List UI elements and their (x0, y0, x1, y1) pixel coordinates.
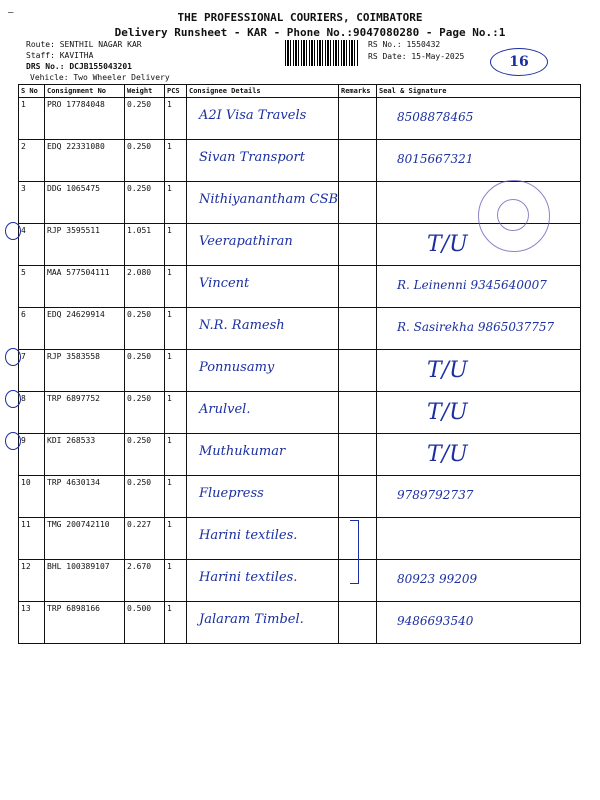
weight-cell (125, 224, 165, 266)
remarks-cell (339, 182, 377, 224)
consignee-cell (187, 224, 339, 266)
signature-cell (377, 392, 581, 434)
weight-cell-text: 0.250 (127, 100, 152, 109)
remarks-cell (339, 350, 377, 392)
table-row (19, 350, 581, 392)
consignment-cell-text: TRP 6897752 (47, 394, 100, 403)
sno-cell (19, 602, 45, 644)
circle-mark (5, 432, 21, 450)
consignee-handwriting: N.R. Ramesh (199, 318, 285, 333)
signature-handwriting: 8508878465 (397, 110, 474, 124)
sno-cell-text: 2 (21, 142, 26, 151)
rs-date: RS Date: 15-May-2025 (368, 52, 465, 61)
col-sno: S No (19, 85, 45, 98)
sno-cell (19, 350, 45, 392)
weight-cell (125, 476, 165, 518)
weight-cell-text: 2.670 (127, 562, 152, 571)
weight-cell-text: 2.080 (127, 268, 152, 277)
pcs-cell-text: 1 (167, 184, 172, 193)
route-text: Route: SENTHIL NAGAR KAR (26, 40, 142, 49)
col-consignment: Consignment No (45, 85, 125, 98)
circle-mark (5, 348, 21, 366)
consignment-cell-text: BHL 100389107 (47, 562, 110, 571)
consignee-cell (187, 560, 339, 602)
table-row (19, 140, 581, 182)
weight-cell (125, 266, 165, 308)
consignment-cell-text: PRO 17784048 (47, 100, 105, 109)
sno-cell-text: 9 (21, 436, 26, 445)
sno-cell-text: 6 (21, 310, 26, 319)
consignment-cell (45, 602, 125, 644)
col-remarks: Remarks (339, 85, 377, 98)
signature-cell (377, 434, 581, 476)
pcs-cell (165, 350, 187, 392)
remarks-cell (339, 98, 377, 140)
sno-cell-text: 12 (21, 562, 31, 571)
weight-cell-text: 0.250 (127, 184, 152, 193)
consignee-cell (187, 266, 339, 308)
signature-cell (377, 140, 581, 182)
signature-cell (377, 224, 581, 266)
circle-mark (5, 390, 21, 408)
rs-number: RS No.: 1550432 (368, 40, 441, 49)
consignee-handwriting: Jalaram Timbel. (199, 612, 304, 627)
consignee-cell (187, 602, 339, 644)
signature-cell (377, 518, 581, 560)
col-pcs: PCS (165, 85, 187, 98)
weight-cell-text: 0.250 (127, 352, 152, 361)
sno-cell (19, 560, 45, 602)
delivery-count: 16 (490, 48, 548, 76)
consignee-cell (187, 98, 339, 140)
weight-cell (125, 350, 165, 392)
signature-cell (377, 560, 581, 602)
pcs-cell (165, 224, 187, 266)
pcs-cell (165, 182, 187, 224)
consignee-cell (187, 392, 339, 434)
sno-cell (19, 266, 45, 308)
consignee-handwriting: Fluepress (199, 486, 264, 501)
signature-cell (377, 476, 581, 518)
weight-cell (125, 392, 165, 434)
table-header-row (19, 85, 581, 98)
company-title: THE PROFESSIONAL COURIERS, COIMBATORE (177, 11, 423, 24)
pcs-cell-text: 1 (167, 226, 172, 235)
signature-cell (377, 308, 581, 350)
weight-cell (125, 140, 165, 182)
consignee-cell (187, 182, 339, 224)
table-row (19, 308, 581, 350)
remarks-cell (339, 392, 377, 434)
table-row (19, 392, 581, 434)
table-row (19, 434, 581, 476)
consignment-cell (45, 476, 125, 518)
consignee-cell (187, 308, 339, 350)
consignee-handwriting: Nithiyanantham CSB (199, 192, 339, 207)
consignee-cell (187, 140, 339, 182)
consignment-cell-text: MAA 577504111 (47, 268, 110, 277)
table-row (19, 518, 581, 560)
remarks-cell (339, 434, 377, 476)
consignee-handwriting: Veerapathiran (199, 234, 293, 249)
weight-cell-text: 0.250 (127, 310, 152, 319)
signature-handwriting: T/U (427, 232, 468, 257)
sno-cell-text: 4 (21, 226, 26, 235)
consignment-cell (45, 308, 125, 350)
sno-cell (19, 182, 45, 224)
signature-handwriting: T/U (427, 358, 468, 383)
sno-cell (19, 434, 45, 476)
sno-cell (19, 98, 45, 140)
staff-text: Staff: KAVITHA (26, 51, 94, 60)
signature-handwriting: T/U (427, 442, 468, 467)
consignment-cell (45, 392, 125, 434)
signature-cell (377, 266, 581, 308)
weight-cell (125, 182, 165, 224)
col-consignee: Consignee Details (187, 85, 339, 98)
weight-cell-text: 0.250 (127, 142, 152, 151)
barcode-image (285, 40, 359, 66)
pcs-cell-text: 1 (167, 142, 172, 151)
pcs-cell (165, 392, 187, 434)
pcs-cell-text: 1 (167, 478, 172, 487)
weight-cell (125, 98, 165, 140)
pcs-cell-text: 1 (167, 100, 172, 109)
consignee-handwriting: Harini textiles. (199, 570, 298, 585)
weight-cell-text: 0.250 (127, 478, 152, 487)
consignee-handwriting: Harini textiles. (199, 528, 298, 543)
drs-number: DRS No.: DCJB155043201 (26, 62, 132, 71)
sno-cell-text: 10 (21, 478, 31, 487)
remarks-cell (339, 602, 377, 644)
pcs-cell (165, 140, 187, 182)
weight-cell (125, 434, 165, 476)
sno-cell-text: 11 (21, 520, 31, 529)
col-signature: Seal & Signature (377, 85, 581, 98)
sno-cell-text: 8 (21, 394, 26, 403)
sno-cell (19, 476, 45, 518)
pcs-cell-text: 1 (167, 394, 172, 403)
pcs-cell (165, 560, 187, 602)
consignment-cell-text: TRP 6898166 (47, 604, 100, 613)
bracket-mark (350, 520, 359, 584)
remarks-cell (339, 224, 377, 266)
consignee-handwriting: Muthukumar (199, 444, 286, 459)
weight-cell (125, 518, 165, 560)
weight-cell-text: 0.250 (127, 394, 152, 403)
weight-cell-text: 0.250 (127, 436, 152, 445)
consignee-cell (187, 434, 339, 476)
consignment-cell (45, 224, 125, 266)
table-row (19, 476, 581, 518)
weight-cell (125, 560, 165, 602)
pcs-cell (165, 266, 187, 308)
remarks-cell (339, 308, 377, 350)
consignee-handwriting: Arulvel. (199, 402, 251, 417)
sno-cell-text: 5 (21, 268, 26, 277)
corner-mark: — (8, 8, 14, 18)
signature-handwriting: 9789792737 (397, 488, 474, 502)
sno-cell-text: 7 (21, 352, 26, 361)
weight-cell-text: 1.051 (127, 226, 152, 235)
remarks-cell (339, 140, 377, 182)
consignee-cell (187, 476, 339, 518)
sno-cell (19, 518, 45, 560)
consignee-handwriting: A2I Visa Travels (199, 108, 307, 123)
runsheet-subtitle: Delivery Runsheet - KAR - Phone No.:9047080280 - Page No.:1 (114, 26, 506, 39)
pcs-cell-text: 1 (167, 604, 172, 613)
consignment-cell-text: TMG 200742110 (47, 520, 110, 529)
sno-cell (19, 140, 45, 182)
table-row (19, 266, 581, 308)
table-row (19, 98, 581, 140)
pcs-cell (165, 98, 187, 140)
circle-mark (5, 222, 21, 240)
consignment-cell (45, 266, 125, 308)
consignee-cell (187, 350, 339, 392)
consignment-cell-text: RJP 3595511 (47, 226, 100, 235)
consignment-cell-text: DDG 1065475 (47, 184, 100, 193)
remarks-cell (339, 266, 377, 308)
weight-cell-text: 0.227 (127, 520, 152, 529)
consignment-cell (45, 182, 125, 224)
table-row (19, 560, 581, 602)
consignment-cell-text: EDQ 22331080 (47, 142, 105, 151)
signature-cell (377, 98, 581, 140)
pcs-cell-text: 1 (167, 436, 172, 445)
consignment-cell (45, 350, 125, 392)
pcs-cell-text: 1 (167, 352, 172, 361)
consignee-cell (187, 518, 339, 560)
pcs-cell-text: 1 (167, 310, 172, 319)
consignment-cell (45, 518, 125, 560)
weight-cell-text: 0.500 (127, 604, 152, 613)
sno-cell-text: 13 (21, 604, 31, 613)
table-row (19, 602, 581, 644)
consignment-cell (45, 434, 125, 476)
sno-cell (19, 224, 45, 266)
consignment-cell-text: KDI 268533 (47, 436, 96, 445)
signature-handwriting: R. Leinenni 9345640007 (397, 278, 547, 292)
pcs-cell (165, 308, 187, 350)
sno-cell-text: 3 (21, 184, 26, 193)
consignee-handwriting: Ponnusamy (199, 360, 275, 375)
consignee-handwriting: Sivan Transport (199, 150, 305, 165)
signature-handwriting: T/U (427, 400, 468, 425)
consignment-cell-text: TRP 4630134 (47, 478, 100, 487)
consignment-cell (45, 560, 125, 602)
sno-cell-text: 1 (21, 100, 26, 109)
consignment-cell-text: RJP 3583558 (47, 352, 100, 361)
signature-cell (377, 602, 581, 644)
pcs-cell-text: 1 (167, 268, 172, 277)
signature-handwriting: R. Sasirekha 9865037757 (397, 320, 555, 334)
weight-cell (125, 308, 165, 350)
pcs-cell (165, 602, 187, 644)
consignment-cell-text: EDQ 24629914 (47, 310, 105, 319)
sno-cell (19, 392, 45, 434)
signature-handwriting: 8015667321 (397, 152, 474, 166)
signature-handwriting: 80923 99209 (397, 572, 478, 586)
vehicle-text: Vehicle: Two Wheeler Delivery (30, 73, 170, 82)
consignment-cell (45, 98, 125, 140)
weight-cell (125, 602, 165, 644)
pcs-cell-text: 1 (167, 562, 172, 571)
runsheet-table (18, 84, 581, 644)
pcs-cell (165, 434, 187, 476)
remarks-cell (339, 476, 377, 518)
consignee-handwriting: Vincent (199, 276, 250, 291)
col-weight: Weight (125, 85, 165, 98)
pcs-cell (165, 518, 187, 560)
company-seal-stamp (478, 180, 550, 252)
sno-cell (19, 308, 45, 350)
signature-handwriting: 9486693540 (397, 614, 474, 628)
signature-cell (377, 350, 581, 392)
pcs-cell (165, 476, 187, 518)
consignment-cell (45, 140, 125, 182)
pcs-cell-text: 1 (167, 520, 172, 529)
